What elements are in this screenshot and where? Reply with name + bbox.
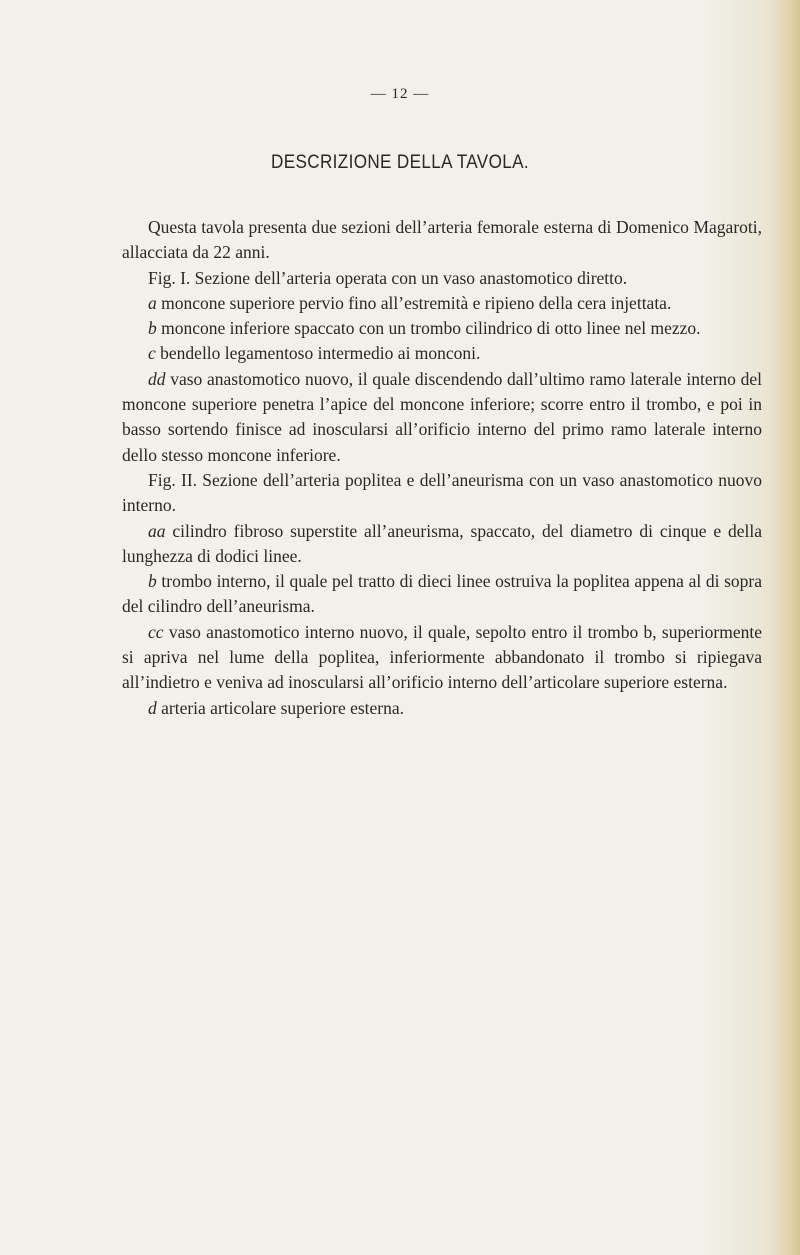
paragraph	[122, 620, 762, 696]
paragraph	[122, 519, 762, 570]
paragraph	[122, 341, 762, 366]
paragraph	[122, 696, 762, 721]
page-edge-stain	[772, 0, 800, 1255]
paragraph-text: vaso anastomotico interno nuovo, il quale, sepolto entro il trombo b, superiormente si apriva nel lume della poplitea, inferiormente abbandonato il trombo si ripiegava all’indietro e veniva ad inoscularsi all’orificio interno dell’articolare superiore esterna.	[122, 621, 762, 693]
paragraph-text: Fig. I. Sezione dell’arteria operata con un vaso anastomotico diretto.	[148, 267, 628, 288]
paragraph	[122, 291, 762, 316]
figure-label: c	[148, 343, 156, 364]
paragraph-text: moncone superiore pervio fino all’estremità e ripieno della cera injettata.	[156, 292, 672, 313]
body-text	[122, 215, 762, 721]
paragraph	[122, 569, 762, 620]
figure-label: cc	[148, 621, 164, 642]
page-number: — 12 —	[370, 86, 430, 102]
paragraph-text: trombo interno, il quale pel tratto di dieci linee ostruiva la poplitea appena al di sopra del cilindro dell’aneurisma.	[122, 571, 762, 617]
paragraph-text: Fig. II. Sezione dell’arteria poplitea e dell’aneurisma con un vaso anastomotico nuovo interno.	[122, 469, 762, 516]
paragraph	[122, 468, 762, 519]
figure-label: d	[148, 697, 157, 718]
paragraph-text: moncone inferiore spaccato con un trombo cilindrico di otto linee nel mezzo.	[156, 318, 701, 339]
paragraph-text: arteria articolare superiore esterna.	[156, 697, 405, 718]
paragraph	[122, 266, 762, 291]
figure-label: b	[148, 318, 157, 339]
paragraph	[122, 316, 762, 341]
paragraph-text: vaso anastomotico nuovo, il quale discendendo dall’ultimo ramo laterale interno del moncone superiore penetra l’apice del moncone inferiore; scorre entro il trombo, e poi in basso sortendo finisce ad inoscularsi all’orificio interno del primo ramo laterale interno dello stesso moncone inferiore.	[122, 368, 762, 465]
paragraph-text: Questa tavola presenta due sezioni dell’arteria femorale esterna di Domenico Magaroti, allacciata da 22 anni.	[122, 217, 762, 263]
page-title: DESCRIZIONE DELLA TAVOLA.	[271, 152, 529, 173]
paragraph-text: cilindro fibroso superstite all’aneurisma, spaccato, del diametro di cinque e della lunghezza di dodici linee.	[122, 520, 762, 566]
paragraph-text: bendello legamentoso intermedio ai monconi.	[155, 343, 481, 364]
figure-label: a	[148, 292, 157, 313]
figure-label: dd	[148, 368, 166, 389]
figure-label: aa	[148, 520, 166, 541]
figure-label: b	[148, 571, 157, 592]
paragraph	[122, 215, 762, 266]
paragraph	[122, 367, 762, 468]
